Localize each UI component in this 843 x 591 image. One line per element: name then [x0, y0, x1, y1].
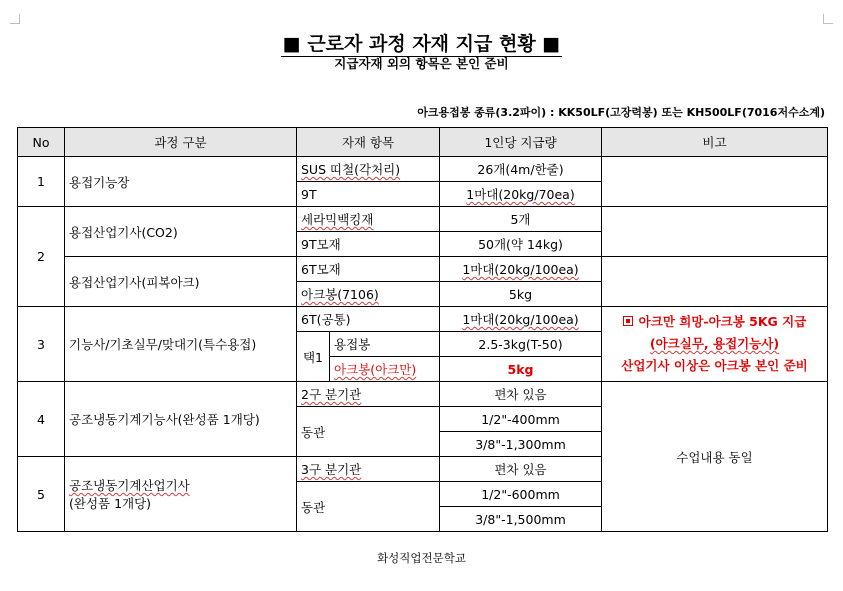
option-name: 용접봉: [330, 332, 440, 357]
shared-note: 수업내용 동일: [602, 382, 828, 532]
qty: 편차 있음: [440, 382, 602, 407]
item-name: 동관: [297, 407, 440, 457]
document-subtitle: 지급자재 외의 항목은 본인 준비: [334, 56, 509, 71]
note-line-1: 아크만 희망-아크봉 5KG 지급: [606, 311, 823, 333]
note-line-3: 산업기사 이상은 아크봉 본인 준비: [621, 358, 808, 373]
row-no: 2: [18, 207, 65, 307]
note-cell: [602, 257, 828, 307]
header-no: No: [18, 128, 65, 157]
page-corner-mark-left: [10, 14, 20, 24]
qty: 5개: [440, 207, 602, 232]
header-item: 자재 항목: [297, 128, 440, 157]
table-header-row: [18, 128, 828, 157]
qty: 26개(4m/한줄): [440, 157, 602, 182]
course-name: 기능사/기초실무/맞대기(특수용접): [65, 307, 297, 382]
course-line-2: (완성품 1개당): [69, 496, 152, 511]
qty: 50개(약 14kg): [440, 232, 602, 257]
note-cell: [602, 207, 828, 257]
qty: 편차 있음: [440, 457, 602, 482]
item-name: 6T모재: [297, 257, 440, 282]
document-title: ■ 근로자 과정 자재 지급 현황 ■: [282, 33, 561, 55]
qty: 1/2"-600mm: [440, 482, 602, 507]
item-name: [297, 282, 440, 307]
document-title-wrap: [0, 29, 843, 56]
option-name: [330, 357, 440, 382]
qty: 5kg: [440, 282, 602, 307]
item-name: 9T: [297, 182, 440, 207]
page-corner-mark-right: [823, 14, 833, 24]
course-name: 용접산업기사(CO2): [65, 207, 297, 257]
table-row: [18, 157, 828, 182]
material-supply-table: [17, 127, 828, 532]
qty: 2.5-3kg(T-50): [440, 332, 602, 357]
choice-label: 택1: [297, 332, 330, 382]
item-name: [297, 207, 440, 232]
note-cell: [602, 157, 828, 207]
item-name: [297, 157, 440, 182]
course-name: [65, 457, 297, 532]
school-name-footer: 화성직업전문학교: [377, 551, 466, 565]
note-line-2: (아크실무, 용접기능사): [649, 336, 780, 351]
item-name: [297, 457, 440, 482]
header-course: 과정 구분: [65, 128, 297, 157]
qty: 5kg: [440, 357, 602, 382]
row-no: 3: [18, 307, 65, 382]
item-text: 2구 분기관: [301, 387, 362, 402]
row-no: 5: [18, 457, 65, 532]
option-text: 아크봉(아크만): [334, 362, 417, 377]
qty-text: 1마대(20kg/100ea): [462, 312, 579, 327]
qty: 3/8"-1,500mm: [440, 507, 602, 532]
qty: 3/8"-1,300mm: [440, 432, 602, 457]
table-row: [18, 382, 828, 407]
qty-text: 1마대(20kg/70ea): [466, 187, 575, 202]
item-text: SUS 띠철(각처리): [301, 162, 401, 177]
course-name: 공조냉동기계기능사(완성품 1개당): [65, 382, 297, 457]
qty: [440, 307, 602, 332]
table-row: [18, 207, 828, 232]
item-name: [297, 382, 440, 407]
item-name: 9T모재: [297, 232, 440, 257]
table-row: [18, 257, 828, 282]
item-name: 동관: [297, 482, 440, 532]
table-row: [18, 307, 828, 332]
item-text: 3구 분기관: [301, 462, 362, 477]
header-qty: 1인당 지급량: [440, 128, 602, 157]
arc-rod-note: 아크용접봉 종류(3.2파이) : KK50LF(고장력봉) 또는 KH500LF(7016저수소계): [417, 106, 825, 119]
row-no: 1: [18, 157, 65, 207]
arc-only-note: [602, 307, 828, 382]
row-no: 4: [18, 382, 65, 457]
red-square-bullet-icon: [623, 316, 633, 326]
course-line-1: 공조냉동기계산업기사: [69, 478, 190, 493]
course-name: 용접산업기사(피복아크): [65, 257, 297, 307]
qty-text: 1마대(20kg/100ea): [462, 262, 579, 277]
item-text: 아크봉(7106): [301, 287, 379, 302]
qty: [440, 257, 602, 282]
item-name: 6T(공통): [297, 307, 440, 332]
header-note: 비고: [602, 128, 828, 157]
qty: [440, 182, 602, 207]
item-text: 세라믹백킹재: [301, 212, 374, 227]
qty: 1/2"-400mm: [440, 407, 602, 432]
course-name: 용접기능장: [65, 157, 297, 207]
